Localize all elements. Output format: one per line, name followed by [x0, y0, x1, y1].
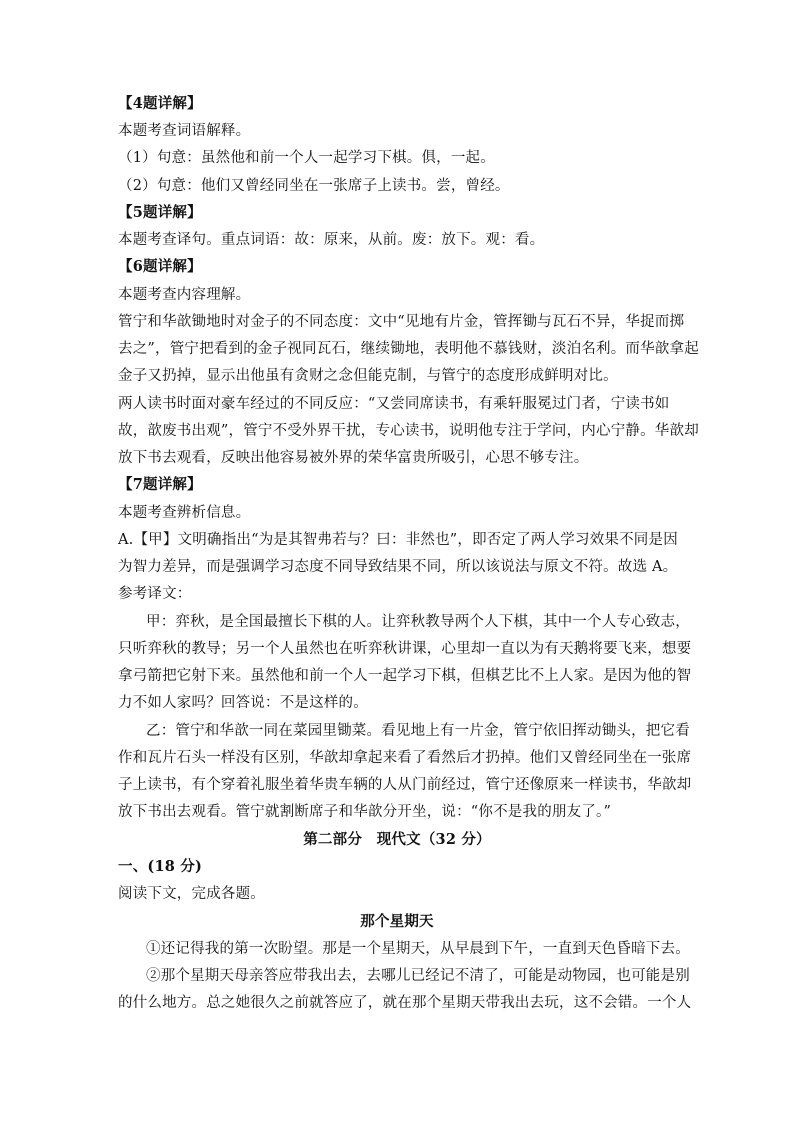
q4-item-1: （1）句意：虽然他和前一个人一起学习下棋。俱，一起。 [118, 150, 495, 166]
translation-heading: 参考译文： [118, 586, 192, 602]
q6-intro: 本题考查内容理解。 [118, 287, 251, 303]
q7-detail-heading: 【7题详解】 [118, 476, 202, 493]
q4-item-2: （2）句意：他们又曾经同坐在一张席子上读书。尝，曾经。 [118, 178, 510, 194]
q4-detail-heading: 【4题详解】 [118, 95, 202, 112]
q6-paragraph-2-line-2: 故，歆废书出观”，管宁不受外界干扰，专心读书，说明他专注于学问，内心宁静。华歆却 [118, 423, 699, 439]
q6-paragraph-1-line-3: 金子又扔掉，显示出他虽有贪财之念但能克制，与管宁的态度形成鲜明对比。 [118, 368, 618, 384]
translation-yi-line-2: 作和瓦片石头一样没有区别，华歆却拿起来看了看然后才扔掉。他们又曾经同坐在一张席 [118, 750, 692, 766]
q7-answer-line-2: 为智力差异，而是强调学习态度不同导致结果不同，所以该说法与原文不符。故选 A。 [118, 559, 678, 575]
translation-jia-line-3: 拿弓箭把它射下来。虽然他和前一个人一起学习下棋，但棋艺比不上人家。是因为他的智 [118, 668, 692, 684]
translation-jia-line-4: 力不如人家吗？回答说：不是这样的。 [118, 695, 368, 711]
translation-jia-line-2: 只听弈秋的教导；另一个人虽然也在听弈秋讲课，心里却一直以为有天鹅将要飞来，想要 [118, 641, 692, 657]
q6-paragraph-1-line-2: 去之”，管宁把看到的金子视同瓦石，继续锄地，表明他不慕钱财，淡泊名利。而华歆拿起 [118, 341, 699, 357]
reading-instruction: 阅读下文，完成各题。 [118, 886, 265, 902]
article-title: 那个星期天 [360, 913, 434, 930]
q6-detail-heading: 【6题详解】 [118, 258, 202, 275]
translation-yi-line-1: 乙：管宁和华歆一同在菜园里锄菜。看见地上有一片金，管宁依旧挥动锄头，把它看 [146, 723, 690, 739]
q6-paragraph-2-line-1: 两人读书时面对豪车经过的不同反应：“又尝同席读书，有乘轩服冕过门者，宁读书如 [118, 396, 670, 412]
article-paragraph-2-line-1: ②那个星期天母亲答应带我出去，去哪儿已经记不清了，可能是动物园，也可能是别 [146, 968, 690, 984]
translation-yi-line-3: 子上读书，有个穿着礼服坐着华贵车辆的人从门前经过，管宁还像原来一样读书，华歆却 [118, 777, 692, 793]
q6-paragraph-2-line-3: 放下书去观看，反映出他容易被外界的荣华富贵所吸引，心思不够专注。 [118, 450, 589, 466]
section-one-heading: 一、(18 分) [118, 858, 203, 875]
article-paragraph-2-line-2: 的什么地方。总之她很久之前就答应了，就在那个星期天带我出去玩，这不会错。一个人 [118, 995, 692, 1011]
q6-paragraph-1-line-1: 管宁和华歆锄地时对金子的不同态度：文中“见地有片金，管挥锄与瓦石不异，华捉而掷 [118, 314, 685, 330]
q5-text: 本题考查译句。重点词语：故：原来，从前。废：放下。观：看。 [118, 232, 545, 248]
article-paragraph-1: ①还记得我的第一次盼望。那是一个星期天，从早晨到下午，一直到天色昏暗下去。 [146, 941, 690, 957]
q4-intro: 本题考查词语解释。 [118, 123, 251, 139]
translation-jia-line-1: 甲：弈秋，是全国最擅长下棋的人。让弈秋教导两个人下棋，其中一个人专心致志， [146, 614, 690, 630]
q7-intro: 本题考查辨析信息。 [118, 505, 251, 521]
q5-detail-heading: 【5题详解】 [118, 204, 202, 221]
part-two-heading: 第二部分 现代文（32 分） [303, 831, 491, 848]
q7-answer-line-1: A.【甲】文明确指出“为是其智弗若与？曰：非然也”，即否定了两人学习效果不同是因 [118, 532, 678, 548]
translation-yi-line-4: 放下书出去观看。管宁就割断席子和华歆分开坐，说：“你不是我的朋友了。” [118, 804, 612, 820]
